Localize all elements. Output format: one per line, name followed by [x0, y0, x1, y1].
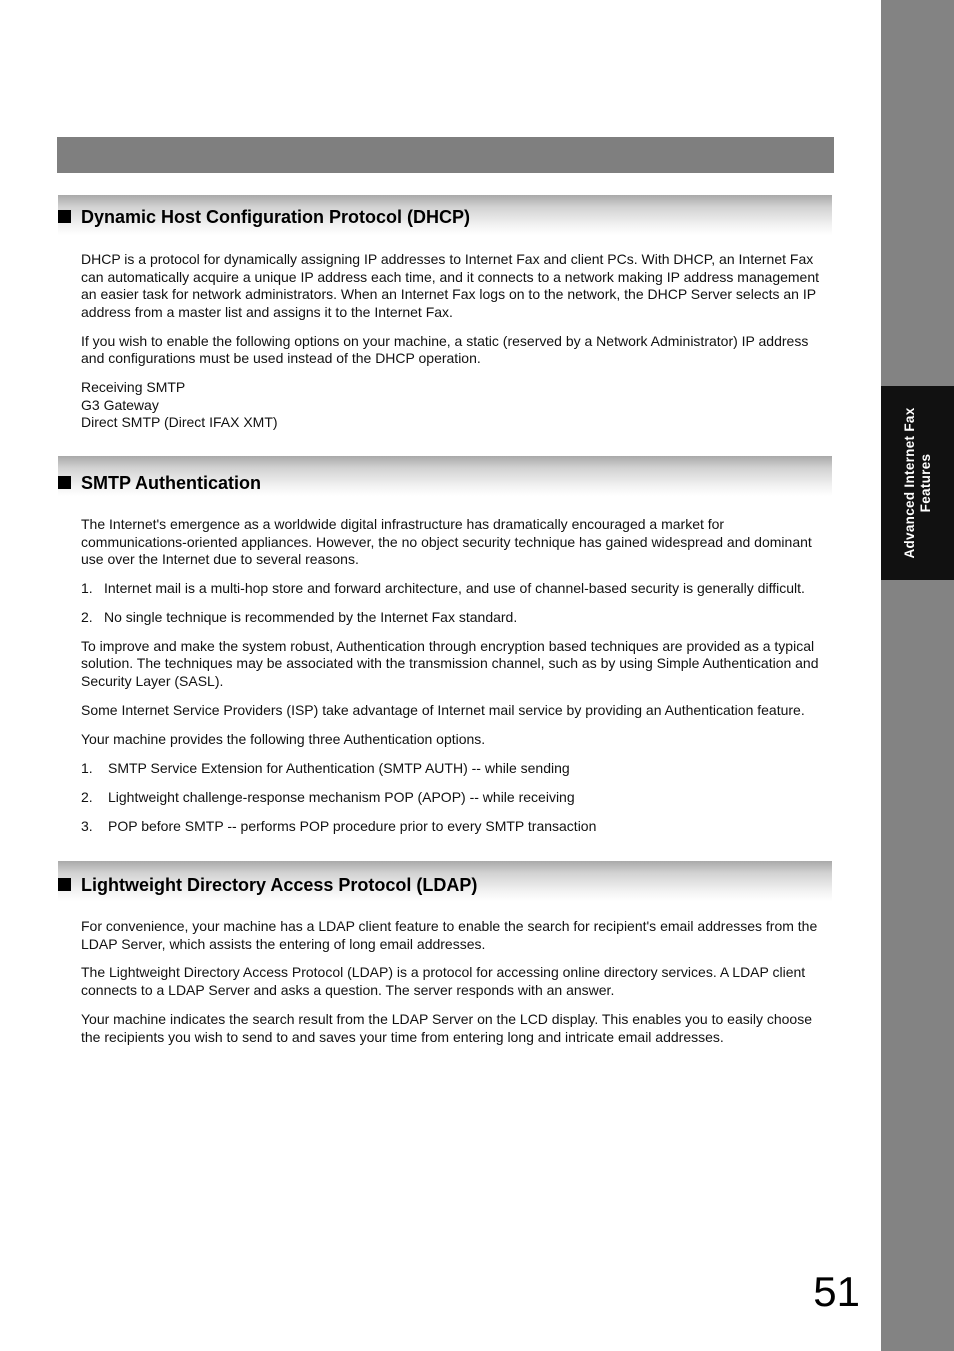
smtp-reasons-list — [81, 580, 831, 626]
square-bullet-icon — [58, 476, 71, 489]
paragraph: The Lightweight Directory Access Protocol (LDAP) is a protocol for accessing online directory services. A LDAP client connects to a LDAP Server and asks a question. The server responds with an answer. — [81, 964, 806, 999]
side-strip — [881, 0, 954, 1351]
chapter-tab-label: Advanced Internet Fax Features — [901, 407, 933, 559]
list-item: G3 Gateway — [81, 396, 159, 413]
paragraph: Your machine provides the following three Authentication options. — [81, 730, 486, 747]
section-header-dhcp — [58, 195, 832, 235]
paragraph: Some Internet Service Providers (ISP) take advantage of Internet mail service by providing an Authentication feature. — [81, 701, 805, 718]
square-bullet-icon — [58, 878, 71, 891]
paragraph: The Internet's emergence as a worldwide digital infrastructure has dramatically encouraged a market for communications-oriented appliances. However, the no object security technique has gained widespread and dominant use over the Internet due to several reasons. — [81, 516, 812, 568]
chapter-tab[interactable] — [881, 386, 954, 580]
list-item: 1. SMTP Service Extension for Authentication (SMTP AUTH) -- while sending — [81, 759, 570, 776]
list-item: Receiving SMTP — [81, 379, 186, 396]
top-banner-bar — [57, 137, 834, 173]
dhcp-options-list — [81, 379, 831, 432]
paragraph: For convenience, your machine has a LDAP client feature to enable the search for recipient's email addresses from the LDAP Server, which assists the entering of long email addresses. — [81, 918, 818, 952]
list-item: Direct SMTP (Direct IFAX XMT) — [81, 414, 278, 431]
section-title-smtp: SMTP Authentication — [58, 473, 261, 494]
dhcp-body — [81, 251, 831, 432]
square-bullet-icon — [58, 210, 71, 223]
paragraph: To improve and make the system robust, Authentication through encryption based techniques are provided as a typical solution. The techniques may be associated with the transmission channel, such as by using Simple Authentication and Security Layer (SASL). — [81, 637, 819, 690]
page-number: 51 — [813, 1268, 860, 1315]
ldap-body — [81, 918, 831, 1046]
smtp-auth-options-list — [81, 760, 831, 835]
list-item: 2. No single technique is recommended by the Internet Fax standard. — [81, 608, 518, 625]
paragraph: Your machine indicates the search result from the LDAP Server on the LCD display. This enables you to easily choose the recipients you wish to send to and saves your time from entering long and intricate email addresses. — [81, 1010, 812, 1045]
section-header-ldap — [58, 861, 832, 901]
section-header-smtp — [58, 456, 832, 496]
paragraph: DHCP is a protocol for dynamically assigning IP addresses to Internet Fax and client PCs. With DHCP, an Internet Fax can automatically acquire a unique IP address each time, and it connects to a network making IP address management an easier task for network administrators. When an Internet Fax logs on to the network, the DHCP Server selects an IP address from a master list and assigns it to the Internet Fax. — [81, 251, 820, 320]
list-item: 2. Lightweight challenge-response mechanism POP (APOP) -- while receiving — [81, 788, 575, 805]
list-item: 3. POP before SMTP -- performs POP procedure prior to every SMTP transaction — [81, 817, 597, 834]
smtp-body — [81, 516, 831, 846]
section-title-ldap: Lightweight Directory Access Protocol (LDAP) — [58, 875, 477, 896]
paragraph: If you wish to enable the following options on your machine, a static (reserved by a Network Administrator) IP address and configurations must be used instead of the DHCP operation. — [81, 332, 809, 367]
section-title-dhcp: Dynamic Host Configuration Protocol (DHCP) — [58, 207, 470, 228]
list-item: 1. Internet mail is a multi-hop store and forward architecture, and use of channel-based security is generally difficult. — [81, 580, 805, 597]
